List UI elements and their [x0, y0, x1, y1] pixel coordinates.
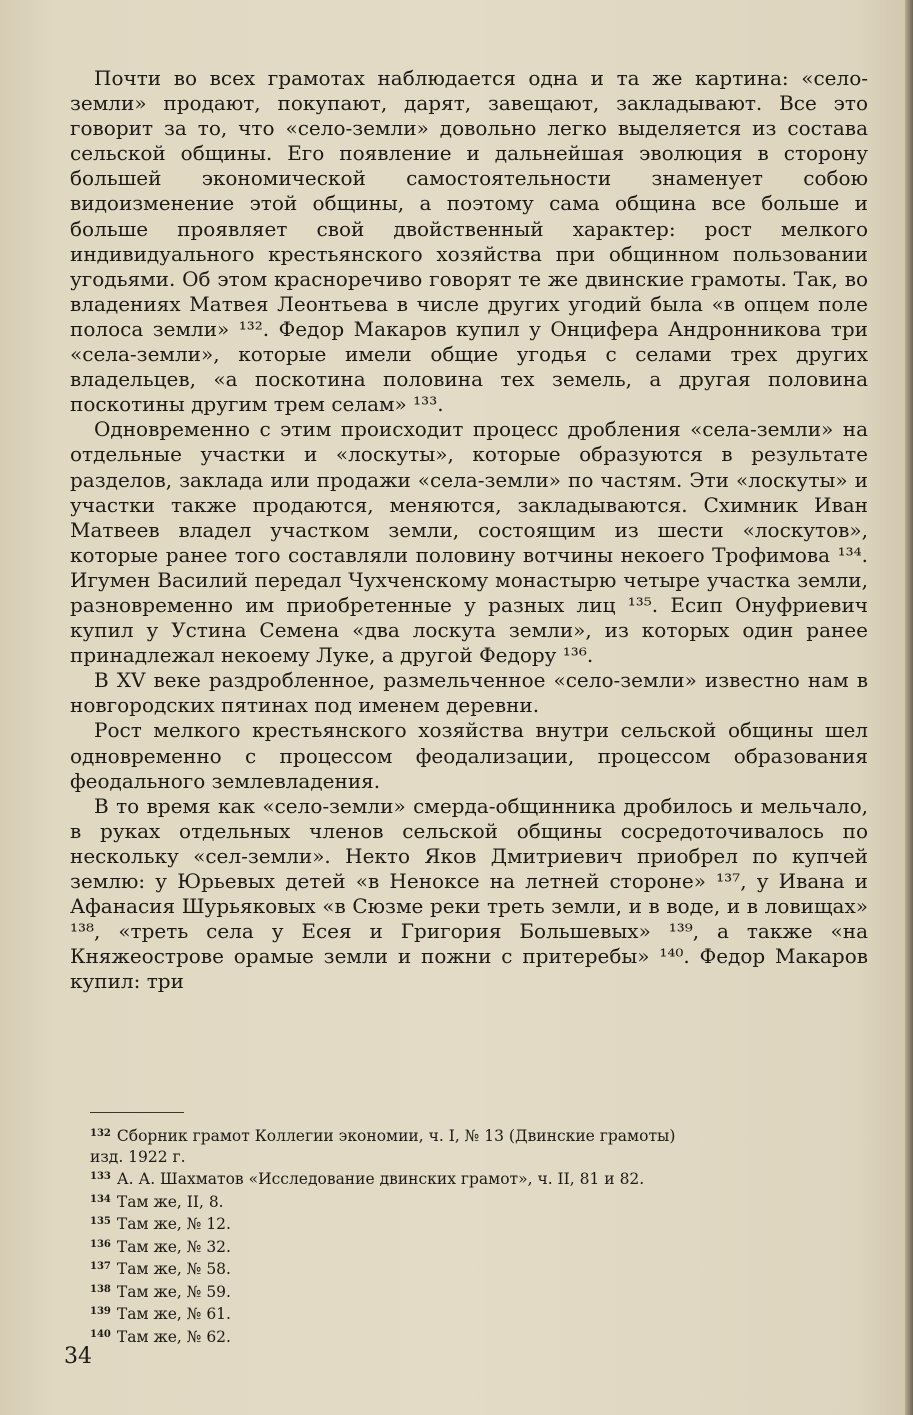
paragraph-1: Почти во всех грамотах наблюдается одна и та же картина: «село-земли» продают, покупают, дарят, завещают, закладывают. Все это говорит за то, что «село-земли» довольно легко выделяется из состава сельской общины. Его появление и дальнейшая эволюция в сторону большей экономической самостоятельности знаменует собою видоизменение этой общины, а поэтому сама община все больше и больше проявляет свой двойственный характер: рост мелкого индивидуального крестьянского хозяйства при общинном пользовании угодьями. Об этом красноречиво говорят те же двинские грамоты. Так, во владениях Матвея Леонтьева в числе других угодий была «в опцем поле полоса земли» ¹³². Федор Макаров купил у Онцифера Андронникова три «села-земли», которые имели общие угодья с селами трех других владельцев, «а поскотина половина тех земель, а другая половина поскотины другим трем селам» ¹³³. — [70, 66, 868, 417]
footnote-text: Там же, № 62. — [116, 1327, 231, 1346]
footnote-number: 135 — [90, 1216, 111, 1227]
footnote-136 — [90, 1235, 870, 1258]
paragraph-5: В то время как «село-земли» смерда-общинника дробилось и мельчало, в руках отдельных членов сельской общины сосредоточивалось по нескольку «сел-земли». Некто Яков Дмитриевич приобрел по купчей землю: у Юрьевых детей «в Ненoксе на летней стороне» ¹³⁷, у Ивана и Афанасия Шурьяковых «в Сюзме реки треть земли, и в воде, и в ловищах» ¹³⁸, «треть села у Есея и Григория Большевых» ¹³⁹, а также «на Княжеострове орамые земли и пожни с притеребы» ¹⁴⁰. Федор Макаров купил: три — [70, 793, 868, 994]
footnote-134 — [90, 1190, 870, 1213]
footnote-text: Там же, № 58. — [116, 1260, 231, 1278]
footnote-132 — [90, 1124, 870, 1147]
footnote-text: А. А. Шахматов «Исследование двинских грамот», ч. II, 81 и 82. — [116, 1170, 645, 1188]
footnote-number: 140 — [90, 1328, 111, 1340]
footnote-text: Там же, II, 8. — [116, 1192, 224, 1211]
page-number: 34 — [64, 1344, 92, 1369]
footnote-number: 137 — [90, 1261, 111, 1272]
footnote-number: 139 — [90, 1306, 111, 1317]
footnote-138 — [90, 1280, 870, 1303]
footnote-number: 138 — [90, 1283, 111, 1295]
footnote-text: Там же, № 59. — [116, 1282, 231, 1301]
footnote-132-continuation: изд. 1922 г. — [90, 1147, 186, 1166]
paragraph-3: В XV веке раздробленное, размельченное «село-земли» известно нам в новгородских пятинах под именем деревни. — [70, 668, 868, 718]
footnote-text: Там же, № 12. — [116, 1215, 231, 1233]
footnote-text: Там же, № 32. — [116, 1237, 231, 1256]
main-text — [70, 66, 868, 994]
footnote-137 — [90, 1257, 870, 1280]
footnote-number: 134 — [90, 1193, 111, 1205]
footnote-divider — [90, 1112, 184, 1113]
footnote-number: 133 — [90, 1171, 111, 1182]
book-spine-edge — [905, 0, 913, 1415]
footnote-text: Сборник грамот Коллегии экономии, ч. I, № 13 (Двинские грамоты) — [116, 1127, 676, 1145]
paragraph-4: Рост мелкого крестьянского хозяйства внутри сельской общины шел одновременно с процессом феодализации, процессом образования феодального землевладения. — [70, 718, 868, 793]
footnote-140 — [90, 1325, 870, 1348]
footnote-number: 136 — [90, 1238, 111, 1250]
footnote-text: Там же, № 61. — [116, 1305, 231, 1323]
footnote-133 — [90, 1167, 870, 1190]
footnote-135 — [90, 1212, 870, 1235]
footnotes — [90, 1124, 870, 1347]
footnote-139 — [90, 1302, 870, 1325]
paragraph-2: Одновременно с этим происходит процесс дробления «села-земли» на отдельные участки и «лоскуты», которые образуются в результате разделов, заклада или продажи «села-земли» по частям. Эти «лоскуты» и участки также продаются, меняются, закладываются. Схимник Иван Матвеев владел участком земли, состоящим из шести «лоскутов», которые ранее того составляли половину вотчины некоего Трофимова ¹³⁴. Игумен Василий передал Чухченскому монастырю четыре участка земли, разновременно им приобретенные у разных лиц ¹³⁵. Есип Онуфриевич купил у Устина Семена «два лоскута земли», из которых один ранее принадлежал некоему Луке, а другой Федору ¹³⁶. — [70, 417, 868, 668]
footnote-number: 132 — [90, 1128, 111, 1139]
